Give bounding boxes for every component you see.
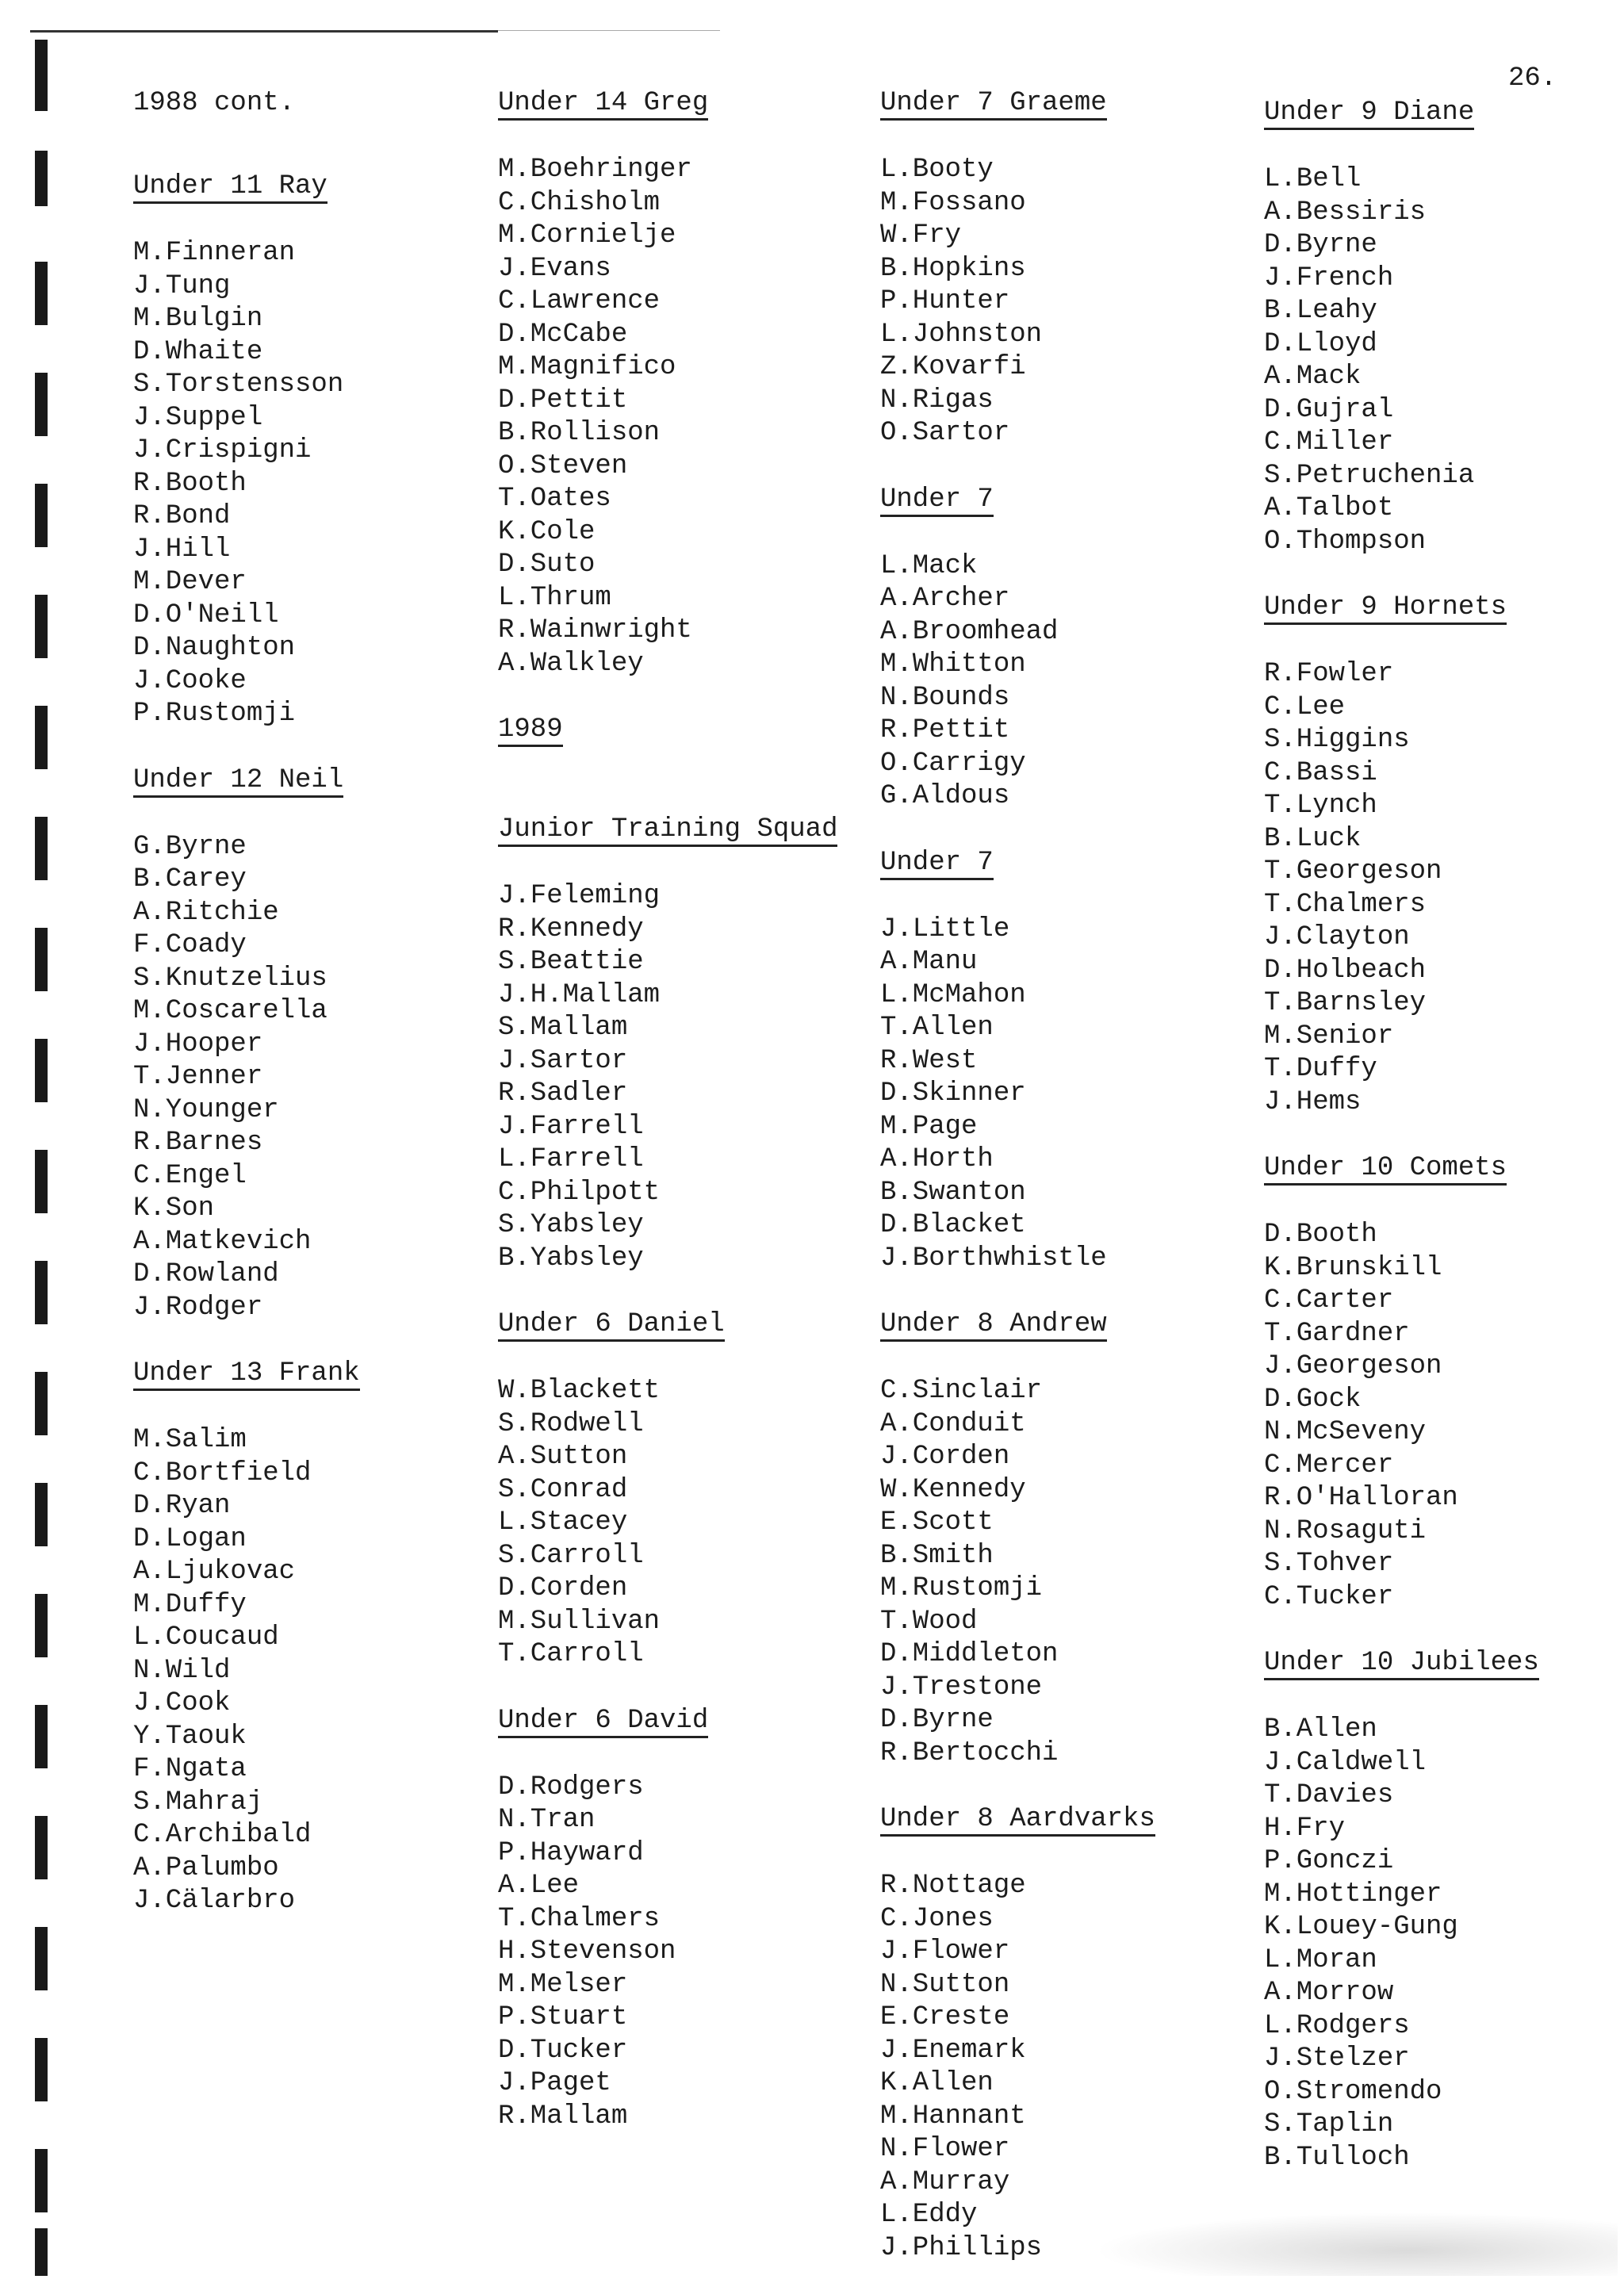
player-name: C.Philpott xyxy=(498,1177,661,1208)
player-name: N.Rosaguti xyxy=(1264,1515,1427,1546)
binding-mark xyxy=(35,1483,48,1546)
player-name: A.Morrow xyxy=(1264,1978,1394,2008)
player-name: S.Taplin xyxy=(1264,2109,1394,2139)
player-name: M.Salim xyxy=(133,1425,247,1455)
player-list xyxy=(1264,163,1539,558)
player-name: J.Suppel xyxy=(133,402,263,433)
player-name: N.McSeveny xyxy=(1264,1417,1427,1447)
section-heading: Under 10 Comets xyxy=(1264,1153,1507,1186)
player-name: J.Georgeson xyxy=(1264,1351,1442,1381)
binding-mark xyxy=(35,817,48,880)
player-name: S.Higgins xyxy=(1264,725,1410,755)
player-name: G.Aldous xyxy=(880,781,1010,811)
player-name: D.Holbeach xyxy=(1264,955,1427,986)
player-list xyxy=(133,237,360,731)
player-name: A.Lee xyxy=(498,1871,580,1901)
player-name: J.Rodger xyxy=(133,1292,263,1323)
player-name: T.Davies xyxy=(1264,1780,1394,1810)
roster-section xyxy=(1264,592,1539,1119)
player-list xyxy=(1264,1219,1539,1614)
player-name: H.Fry xyxy=(1264,1813,1346,1844)
section-heading: Under 7 Graeme xyxy=(880,88,1107,121)
player-name: C.Carter xyxy=(1264,1285,1394,1316)
section-heading: Under 6 David xyxy=(498,1706,708,1738)
player-name: L.Bell xyxy=(1264,164,1362,194)
roster-section xyxy=(880,484,1155,814)
player-name: G.Byrne xyxy=(133,831,247,862)
roster-section xyxy=(133,764,360,1325)
player-name: A.Palumbo xyxy=(133,1852,279,1883)
column-1 xyxy=(133,87,360,1918)
player-name: R.Booth xyxy=(133,468,247,499)
binding-mark xyxy=(35,706,48,769)
player-list xyxy=(880,550,1155,814)
section-heading: Junior Training Squad xyxy=(498,814,837,847)
roster-section xyxy=(133,1358,360,1918)
player-list xyxy=(880,1870,1155,2265)
player-list xyxy=(1264,658,1539,1119)
player-name: J.Hems xyxy=(1264,1086,1362,1117)
player-name: J.H.Mallam xyxy=(498,979,661,1010)
player-name: T.Chalmers xyxy=(1264,889,1427,920)
player-name: M.Boehringer xyxy=(498,155,692,185)
player-name: T.Oates xyxy=(498,484,611,514)
player-name: W.Blackett xyxy=(498,1376,661,1406)
player-name: A.Broomhead xyxy=(880,616,1059,647)
section-heading: Under 10 Jubilees xyxy=(1264,1648,1539,1680)
player-name: J.Cälarbro xyxy=(133,1886,296,1916)
player-name: D.McCabe xyxy=(498,319,628,350)
player-list xyxy=(880,1375,1155,1770)
player-name: S.Rodwell xyxy=(498,1408,644,1439)
roster-section xyxy=(1264,1647,1539,2174)
player-name: K.Cole xyxy=(498,516,596,547)
player-name: M.Hannant xyxy=(880,2101,1026,2132)
player-name: L.McMahon xyxy=(880,979,1026,1010)
player-name: J.French xyxy=(1264,262,1394,293)
player-name: D.Naughton xyxy=(133,633,296,663)
player-name: S.Carroll xyxy=(498,1540,644,1571)
top-rule-faint xyxy=(498,30,720,31)
player-list xyxy=(1264,1714,1539,2174)
player-name: D.Gujral xyxy=(1264,394,1394,425)
player-name: A.Mack xyxy=(1264,362,1362,392)
player-name: C.Engel xyxy=(133,1160,247,1191)
section-heading: Under 6 Daniel xyxy=(498,1309,725,1342)
scan-smudge xyxy=(1094,2212,1618,2276)
player-name: S.Knutzelius xyxy=(133,963,327,994)
column-2 xyxy=(498,87,837,2133)
player-list xyxy=(133,1424,360,1918)
player-name: C.Miller xyxy=(1264,427,1394,458)
player-name: A.Sutton xyxy=(498,1442,628,1472)
player-name: R.O'Halloran xyxy=(1264,1483,1458,1513)
player-name: R.Barnes xyxy=(133,1128,263,1158)
binding-mark xyxy=(35,2149,48,2212)
player-name: A.Ritchie xyxy=(133,897,279,928)
roster-section xyxy=(133,170,360,731)
player-name: J.Tung xyxy=(133,270,231,301)
player-name: C.Chisholm xyxy=(498,187,661,218)
player-name: S.Beattie xyxy=(498,947,644,977)
player-name: D.Ryan xyxy=(133,1491,231,1521)
player-name: F.Coady xyxy=(133,930,247,960)
player-name: D.Pettit xyxy=(498,385,628,416)
player-name: A.Archer xyxy=(880,584,1010,614)
player-name: L.Booty xyxy=(880,155,994,185)
player-name: L.Johnston xyxy=(880,319,1043,350)
section-heading: 1989 xyxy=(498,714,563,747)
player-name: A.Ljukovac xyxy=(133,1557,296,1587)
player-name: C.Mercer xyxy=(1264,1450,1394,1481)
player-name: L.Farrell xyxy=(498,1144,644,1174)
roster-section xyxy=(498,714,837,780)
player-name: J.Trestone xyxy=(880,1672,1043,1703)
player-name: J.Hill xyxy=(133,534,231,565)
player-name: J.Little xyxy=(880,914,1010,944)
player-name: K.Allen xyxy=(880,2068,994,2098)
binding-mark xyxy=(35,1816,48,1879)
player-name: L.Rodgers xyxy=(1264,2010,1410,2041)
player-name: B.Swanton xyxy=(880,1177,1026,1208)
player-name: A.Conduit xyxy=(880,1408,1026,1439)
player-name: K.Louey-Gung xyxy=(1264,1912,1458,1942)
player-name: D.Skinner xyxy=(880,1078,1026,1109)
player-name: W.Kennedy xyxy=(880,1474,1026,1505)
player-name: E.Scott xyxy=(880,1507,994,1538)
player-name: J.Paget xyxy=(498,2068,611,2098)
binding-mark xyxy=(35,484,48,547)
player-name: D.Lloyd xyxy=(1264,328,1377,359)
column-3 xyxy=(880,87,1155,2265)
player-name: A.Talbot xyxy=(1264,493,1394,523)
player-name: A.Bessiris xyxy=(1264,197,1427,228)
player-name: D.Byrne xyxy=(1264,230,1377,260)
player-list xyxy=(498,880,837,1275)
player-name: D.Whaite xyxy=(133,336,263,367)
player-name: B.Carey xyxy=(133,864,247,894)
player-name: A.Matkevich xyxy=(133,1226,312,1257)
binding-mark xyxy=(35,2038,48,2101)
player-name: P.Stuart xyxy=(498,2002,628,2032)
player-name: P.Rustomji xyxy=(133,699,296,729)
player-name: L.Eddy xyxy=(880,2200,978,2230)
player-name: C.Tucker xyxy=(1264,1581,1394,1612)
roster-section xyxy=(880,847,1155,1276)
player-name: B.Smith xyxy=(880,1540,994,1571)
player-name: M.Senior xyxy=(1264,1021,1394,1051)
player-name: T.Chalmers xyxy=(498,1903,661,1934)
player-name: M.Coscarella xyxy=(133,996,327,1026)
roster-section xyxy=(498,87,837,680)
player-name: N.Rigas xyxy=(880,385,994,416)
player-name: R.Pettit xyxy=(880,715,1010,745)
player-name: J.Crispigni xyxy=(133,435,312,465)
player-name: M.Rustomji xyxy=(880,1573,1043,1603)
player-name: N.Wild xyxy=(133,1655,231,1686)
player-list xyxy=(880,914,1155,1276)
player-name: A.Murray xyxy=(880,2166,1010,2197)
roster-section xyxy=(880,1308,1155,1770)
player-name: D.Booth xyxy=(1264,1220,1377,1250)
player-name: M.Magnifico xyxy=(498,352,676,382)
player-name: M.Dever xyxy=(133,567,247,597)
player-list xyxy=(498,154,837,680)
player-name: R.Bond xyxy=(133,501,231,531)
page-number: 26. xyxy=(1508,63,1557,94)
top-rule xyxy=(30,30,498,33)
player-name: O.Sartor xyxy=(880,418,1010,448)
binding-mark xyxy=(35,1594,48,1657)
player-name: H.Stevenson xyxy=(498,1936,676,1967)
player-name: T.Georgeson xyxy=(1264,856,1442,887)
player-name: T.Wood xyxy=(880,1606,978,1637)
binding-mark xyxy=(35,151,48,206)
player-name: D.Blacket xyxy=(880,1210,1026,1240)
player-name: L.Stacey xyxy=(498,1507,628,1538)
player-name: R.Kennedy xyxy=(498,914,644,944)
binding-mark xyxy=(35,1150,48,1213)
player-name: D.Tucker xyxy=(498,2035,628,2066)
player-name: R.West xyxy=(880,1045,978,1076)
player-name: M.Cornielje xyxy=(498,220,676,251)
roster-section xyxy=(498,1308,837,1672)
player-name: C.Lee xyxy=(1264,691,1346,722)
section-heading: Under 13 Frank xyxy=(133,1358,360,1391)
binding-mark xyxy=(35,1705,48,1768)
player-name: M.Finneran xyxy=(133,238,296,268)
player-name: J.Cooke xyxy=(133,665,247,696)
player-name: J.Clayton xyxy=(1264,922,1410,952)
roster-section xyxy=(498,814,837,1275)
player-name: L.Mack xyxy=(880,550,978,581)
player-name: S.Mallam xyxy=(498,1013,628,1043)
binding-mark xyxy=(35,2228,48,2276)
player-name: N.Younger xyxy=(133,1094,279,1125)
binding-mark xyxy=(35,928,48,991)
player-name: R.Nottage xyxy=(880,1871,1026,1901)
player-name: T.Barnsley xyxy=(1264,988,1427,1018)
player-list xyxy=(133,831,360,1325)
player-name: S.Conrad xyxy=(498,1474,628,1505)
section-heading: Under 9 Diane xyxy=(1264,98,1474,130)
section-heading: Under 9 Hornets xyxy=(1264,592,1507,625)
roster-section xyxy=(1264,97,1539,558)
player-name: K.Son xyxy=(133,1193,215,1224)
player-name: A.Walkley xyxy=(498,648,644,679)
player-name: D.Suto xyxy=(498,550,596,580)
player-name: A.Manu xyxy=(880,947,978,977)
player-name: R.Sadler xyxy=(498,1078,628,1109)
player-name: J.Feleming xyxy=(498,881,661,911)
player-name: J.Hooper xyxy=(133,1028,263,1059)
player-name: D.Rowland xyxy=(133,1259,279,1289)
binding-mark xyxy=(35,40,48,111)
player-name: T.Allen xyxy=(880,1013,994,1043)
player-name: S.Yabsley xyxy=(498,1210,644,1240)
player-name: M.Duffy xyxy=(133,1589,247,1620)
player-name: A.Horth xyxy=(880,1144,994,1174)
player-name: O.Steven xyxy=(498,450,628,481)
player-name: J.Corden xyxy=(880,1442,1010,1472)
player-name: T.Gardner xyxy=(1264,1318,1410,1349)
player-name: N.Sutton xyxy=(880,1969,1010,2000)
player-name: D.Gock xyxy=(1264,1384,1362,1415)
player-name: R.Wainwright xyxy=(498,615,692,645)
player-name: J.Farrell xyxy=(498,1111,644,1142)
player-name: T.Lynch xyxy=(1264,791,1377,821)
binding-mark xyxy=(35,262,48,325)
player-name: T.Carroll xyxy=(498,1639,644,1669)
binding-mark xyxy=(35,1372,48,1435)
player-name: N.Tran xyxy=(498,1805,596,1835)
player-name: C.Lawrence xyxy=(498,286,661,316)
section-heading: Under 8 Aardvarks xyxy=(880,1804,1155,1837)
player-name: J.Stelzer xyxy=(1264,2044,1410,2074)
player-name: M.Melser xyxy=(498,1969,628,2000)
binding-mark xyxy=(35,1261,48,1324)
section-heading: Under 14 Greg xyxy=(498,88,708,121)
player-name: J.Flower xyxy=(880,1936,1010,1967)
player-name: B.Leahy xyxy=(1264,296,1377,326)
player-name: M.Whitton xyxy=(880,649,1026,680)
column-4 xyxy=(1264,97,1539,2174)
player-name: L.Moran xyxy=(1264,1944,1377,1975)
roster-section xyxy=(498,1705,837,2134)
roster-section xyxy=(880,87,1155,450)
player-list xyxy=(880,154,1155,450)
player-name: C.Sinclair xyxy=(880,1376,1043,1406)
player-name: J.Phillips xyxy=(880,2232,1043,2263)
player-name: S.Petruchenia xyxy=(1264,460,1475,491)
player-name: W.Fry xyxy=(880,220,962,251)
player-name: O.Stromendo xyxy=(1264,2076,1442,2107)
player-name: P.Gonczi xyxy=(1264,1846,1394,1876)
player-name: B.Yabsley xyxy=(498,1243,644,1274)
player-name: C.Bortfield xyxy=(133,1458,312,1488)
player-name: M.Bulgin xyxy=(133,304,263,334)
player-name: N.Bounds xyxy=(880,682,1010,713)
binding-mark xyxy=(35,1039,48,1102)
roster-section xyxy=(880,1803,1155,2265)
player-name: O.Thompson xyxy=(1264,526,1427,557)
player-name: D.O'Neill xyxy=(133,599,279,630)
player-name: J.Enemark xyxy=(880,2035,1026,2066)
player-name: M.Hottinger xyxy=(1264,1879,1442,1910)
player-name: D.Byrne xyxy=(880,1705,994,1735)
player-name: D.Corden xyxy=(498,1573,628,1603)
section-heading: Under 7 xyxy=(880,485,994,517)
player-name: J.Borthwhistle xyxy=(880,1243,1107,1274)
player-name: S.Torstensson xyxy=(133,370,344,400)
player-name: L.Thrum xyxy=(498,582,611,613)
player-name: B.Allen xyxy=(1264,1714,1377,1745)
player-name: J.Evans xyxy=(498,253,611,284)
player-list xyxy=(498,1375,837,1672)
section-heading: 1988 cont. xyxy=(133,88,296,118)
section-heading: Under 7 xyxy=(880,848,994,880)
player-name: E.Creste xyxy=(880,2002,1010,2032)
player-name: D.Logan xyxy=(133,1523,247,1554)
player-list xyxy=(498,1772,837,2134)
player-name: Y.Taouk xyxy=(133,1721,247,1752)
player-name: M.Sullivan xyxy=(498,1606,661,1637)
player-name: R.Mallam xyxy=(498,2101,628,2132)
player-name: P.Hunter xyxy=(880,286,1010,316)
binding-mark xyxy=(35,1927,48,1990)
player-name: M.Page xyxy=(880,1111,978,1142)
player-name: F.Ngata xyxy=(133,1754,247,1784)
player-name: O.Carrigy xyxy=(880,748,1026,779)
player-name: S.Tohver xyxy=(1264,1549,1394,1579)
player-name: D.Middleton xyxy=(880,1639,1059,1669)
player-name: C.Jones xyxy=(880,1903,994,1934)
player-name: M.Fossano xyxy=(880,187,1026,218)
player-name: T.Jenner xyxy=(133,1062,263,1092)
player-name: Z.Kovarfi xyxy=(880,352,1026,382)
player-name: C.Bassi xyxy=(1264,757,1377,788)
binding-mark xyxy=(35,595,48,658)
player-name: C.Archibald xyxy=(133,1820,312,1850)
player-name: B.Tulloch xyxy=(1264,2142,1410,2173)
player-name: B.Rollison xyxy=(498,418,661,448)
player-name: D.Rodgers xyxy=(498,1772,644,1802)
section-heading: Under 8 Andrew xyxy=(880,1309,1107,1342)
player-name: K.Brunskill xyxy=(1264,1252,1442,1283)
roster-section xyxy=(1264,1152,1539,1614)
player-name: B.Hopkins xyxy=(880,253,1026,284)
player-name: R.Bertocchi xyxy=(880,1737,1059,1768)
player-name: S.Mahraj xyxy=(133,1787,263,1818)
player-name: L.Coucaud xyxy=(133,1622,279,1653)
player-name: J.Cook xyxy=(133,1688,231,1718)
section-heading: Under 11 Ray xyxy=(133,171,327,204)
section-heading: Under 12 Neil xyxy=(133,765,343,798)
player-name: P.Hayward xyxy=(498,1837,644,1868)
player-name: T.Duffy xyxy=(1264,1054,1377,1084)
player-name: N.Flower xyxy=(880,2134,1010,2164)
player-name: B.Luck xyxy=(1264,823,1362,854)
binding-mark xyxy=(35,373,48,436)
player-name: J.Caldwell xyxy=(1264,1747,1427,1778)
player-name: R.Fowler xyxy=(1264,659,1394,689)
roster-section xyxy=(133,87,360,137)
player-name: J.Sartor xyxy=(498,1045,628,1076)
